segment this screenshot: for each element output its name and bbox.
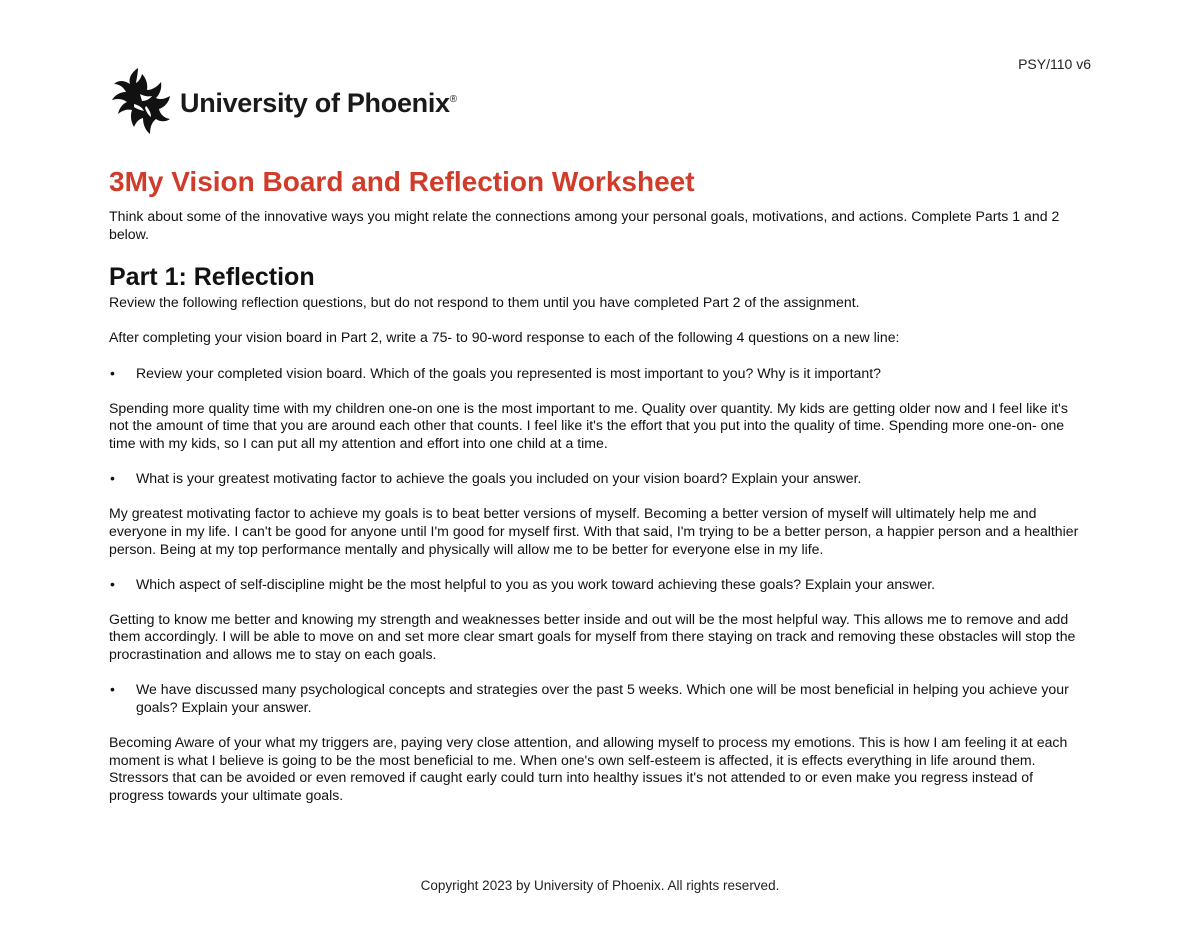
part1-instruction-2: After completing your vision board in Part 2, write a 75- to 90-word response to each of the following 4 questions on a new line: <box>109 329 900 346</box>
document-title: 3My Vision Board and Reflection Worksheet <box>109 166 695 197</box>
logo-wordmark-text: University of Phoenix <box>180 87 450 118</box>
copyright-footer: Copyright 2023 by University of Phoenix. All rights reserved. <box>420 878 780 893</box>
question-list-2 <box>109 470 1091 488</box>
logo-wordmark <box>180 88 457 119</box>
part1-heading: Part 1: Reflection <box>109 263 315 292</box>
logo-registered-mark: ® <box>449 93 457 105</box>
part1-instruction-1: Review the following reflection questions, but do not respond to them until you have completed Part 2 of the assignment. <box>109 294 860 311</box>
answer-paragraph: Spending more quality time with my children one-on one is the most important to me. Quality over quantity. My kids are getting older now and I feel like it's not the amount of time that you are around each other that counts. I feel like it's the effort that you put into the quality of time. Spending more one-on- one time with my kids, so I can put all my attention and effort into one child at a time. <box>109 399 1068 451</box>
question-text: Which aspect of self-discipline might be the most helpful to you as you work toward achieving these goals? Explain your answer. <box>136 575 936 592</box>
course-code: PSY/110 v6 <box>1018 56 1091 72</box>
answer-paragraph: Becoming Aware of your what my triggers are, paying very close attention, and allowing myself to process my emotions. This is how I am feeling it at each moment is what I believe is going to be the most beneficial to me. When one's own self-esteem is affected, it is effects everything in life around them. Stressors that can be avoided or even removed if caught early could turn into healthy issues it's not attended to or even make you regress instead of progress towards your ultimate goals. <box>109 734 1068 803</box>
bullet-icon: • <box>110 575 115 592</box>
bullet-icon: • <box>110 470 115 487</box>
intro-paragraph: Think about some of the innovative ways you might relate the connections among your personal goals, motivations, and actions. Complete Parts 1 and 2 below. <box>109 208 1060 242</box>
question-text: We have discussed many psychological concepts and strategies over the past 5 weeks. Which one will be most beneficial in helping you achieve your goals? Explain your answer. <box>136 681 1069 715</box>
phoenix-bird-icon <box>110 64 174 136</box>
university-logo <box>110 64 457 136</box>
question-text: What is your greatest motivating factor to achieve the goals you included on your vision board? Explain your answer. <box>136 470 862 487</box>
question-item <box>109 365 1091 383</box>
answer-paragraph: My greatest motivating factor to achieve my goals is to beat better versions of myself. Becoming a better version of myself will ultimately help me and everyone in my life. I can't be good for anyone until I'm good for myself first. With that said, I'm trying to be a better person, a happier person and a healthier person. Being at my top performance mentally and physically will allow me to be better for everyone else in my life. <box>109 505 1079 557</box>
question-list-1 <box>109 365 1091 383</box>
question-list-3 <box>109 576 1091 594</box>
bullet-icon: • <box>110 681 115 698</box>
question-text: Review your completed vision board. Which of the goals you represented is most important to you? Why is it important? <box>136 364 881 381</box>
question-list-4 <box>109 681 1091 716</box>
question-item <box>109 681 1091 716</box>
question-item <box>109 576 1091 594</box>
question-item <box>109 470 1091 488</box>
document-body <box>109 166 1091 804</box>
bullet-icon: • <box>110 364 115 381</box>
answer-paragraph: Getting to know me better and knowing my strength and weaknesses better inside and out will be the most helpful way. This allows me to remove and add them accordingly. I will be able to move on and set more clear smart goals for myself from there staying on track and removing these obstacles will stop the procrastination and allows me to stay on each goals. <box>109 610 1076 663</box>
